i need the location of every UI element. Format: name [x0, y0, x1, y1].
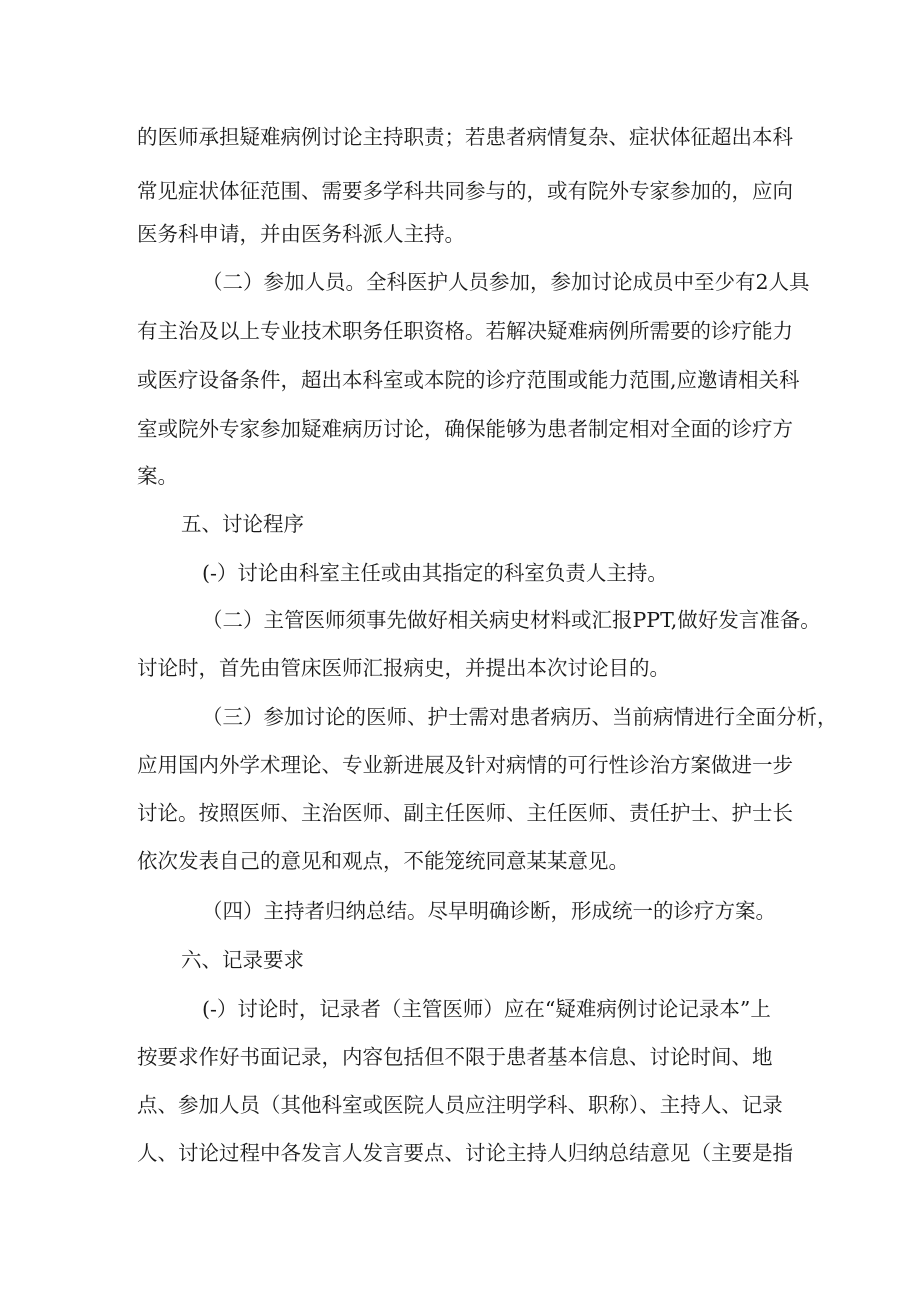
text-line: 案。 — [137, 464, 178, 488]
text-line: 医务科申请，并由医务科派人主持。 — [137, 222, 465, 246]
paragraph-start-line: （四）主持者归纳总结。尽早明确诊断，形成统一的诊疗方案。 — [202, 899, 776, 923]
paragraph-start-line: （三）参加讨论的医师、护士需对患者病历、当前病情进行全面分析， — [202, 705, 838, 729]
text-line: 依次发表自己的意见和观点，不能笼统同意某某意见。 — [137, 849, 629, 873]
text-line: 或医疗设备条件，超出本科室或本院的诊疗范围或能力范围,应邀请相关科 — [137, 368, 800, 392]
paragraph-start-line: (-）讨论时，记录者（主管医师）应在“疑难病例讨论记录本”上 — [202, 997, 771, 1021]
text-line: 应用国内外学术理论、专业新进展及针对病情的可行性诊治方案做进一步 — [137, 753, 793, 777]
section-heading: 六、记录要求 — [181, 948, 304, 972]
text-line: 的医师承担疑难病例讨论主持职责；若患者病情复杂、症状体征超出本科 — [137, 125, 793, 149]
text-line: 按要求作好书面记录，内容包括但不限于患者基本信息、讨论时间、地 — [137, 1045, 773, 1069]
text-line: 有主治及以上专业技术职务任职资格。若解决疑难病例所需要的诊疗能力 — [137, 319, 793, 343]
text-line: 室或院外专家参加疑难病历讨论，确保能够为患者制定相对全面的诊疗方 — [137, 417, 793, 441]
text-line: 人、讨论过程中各发言人发言要点、讨论主持人归纳总结意见（主要是指 — [137, 1141, 793, 1165]
text-line: 讨论。按照医师、主治医师、副主任医师、主任医师、责任护士、护士长 — [137, 801, 793, 825]
text-line: 讨论时，首先由管床医师汇报病史，并提出本次讨论目的。 — [137, 656, 670, 680]
section-heading: 五、讨论程序 — [181, 512, 304, 536]
paragraph-start-line: （二）参加人员。全科医护人员参加，参加讨论成员中至少有2人具 — [202, 270, 810, 294]
text-line: 常见症状体征范围、需要多学科共同参与的，或有院外专家参加的，应向 — [137, 179, 793, 203]
paragraph-start-line: （二）主管医师须事先做好相关病史材料或汇报PPT,做好发言准备。 — [202, 608, 821, 632]
paragraph-start-line: (-）讨论由科室主任或由其指定的科室负责人主持。 — [202, 561, 668, 585]
text-line: 点、参加人员（其他科室或医院人员应注明学科、职称）、主持人、记录 — [137, 1093, 783, 1117]
